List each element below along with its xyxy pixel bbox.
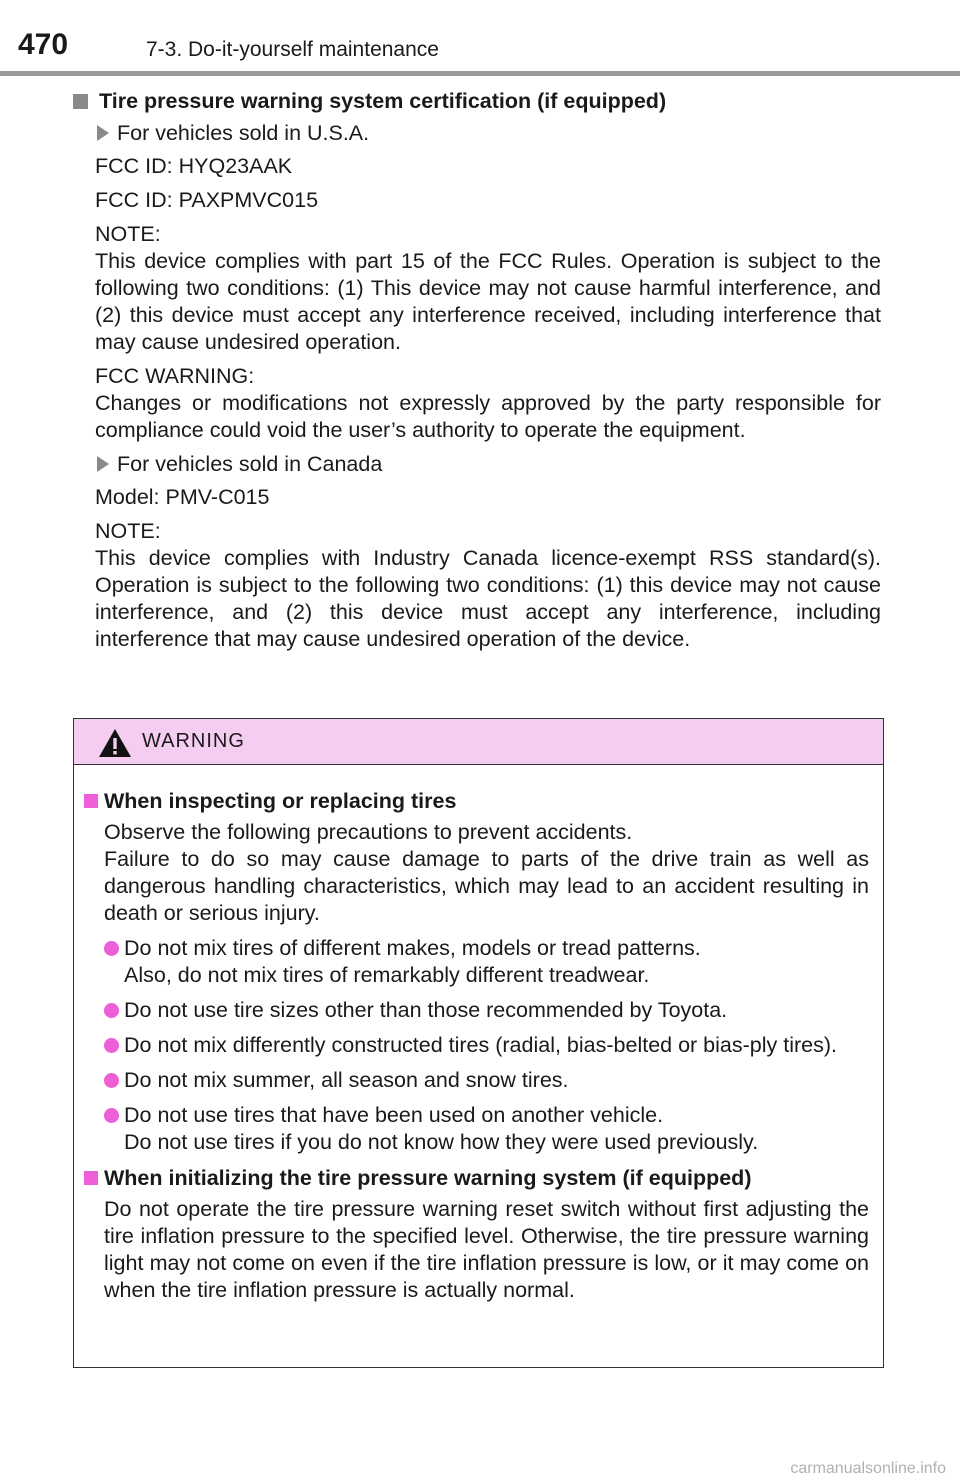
canada-note-text: This device complies with Industry Canada licence-exempt RSS standard(s). Operation is subject to the following two conditions: (1) this device may not cause interference, and (2) this device must accept any interference, including interference that may cause undesired operation of the device. [95, 546, 881, 651]
inspect-heading [84, 787, 869, 815]
bullet-line: Do not use tires if you do not know how they were used previously. [124, 1130, 759, 1154]
inspect-heading-text: When inspecting or replacing tires [104, 789, 457, 813]
header-rule [0, 71, 960, 76]
list-item [104, 1067, 869, 1094]
warning-box [73, 718, 884, 1368]
page-header [0, 0, 960, 80]
bullet-line: Do not use tire sizes other than those recommended by Toyota. [124, 998, 728, 1022]
fcc-warning-title: FCC WARNING: [95, 364, 255, 388]
fcc-id-2: FCC ID: PAXPMVC015 [95, 188, 319, 212]
inspect-intro-2: Failure to do so may cause damage to parts of the drive train as well as dangerous handling characteristics, which may lead to an accident resulting in death or serious injury. [104, 847, 869, 925]
square-bullet-icon [84, 794, 98, 808]
usa-label-text: For vehicles sold in U.S.A. [117, 121, 370, 145]
fcc-id-1: FCC ID: HYQ23AAK [95, 154, 293, 178]
init-body [104, 1196, 869, 1304]
bullet-line: Do not mix summer, all season and snow tires. [124, 1068, 569, 1092]
page-number: 470 [18, 28, 69, 61]
warning-header [74, 719, 883, 765]
warning-triangle-icon [98, 728, 132, 758]
chapter-title: 7-3. Do-it-yourself maintenance [146, 38, 439, 61]
usa-note-title: NOTE: [95, 222, 161, 246]
circle-bullet-icon [104, 1038, 119, 1053]
circle-bullet-icon [104, 1108, 119, 1123]
fcc-warning-text: Changes or modifications not expressly approved by the party responsible for compliance could void the user’s authority to operate the equipment. [95, 391, 881, 442]
warning-body [74, 765, 883, 1304]
warning-label: WARNING [142, 730, 245, 752]
bullet-line: Also, do not mix tires of remarkably different treadwear. [124, 963, 650, 987]
inspect-body [104, 819, 869, 1156]
usa-label [95, 120, 881, 147]
list-item [104, 1032, 869, 1059]
fcc-warning [95, 363, 881, 444]
arrow-right-icon [97, 125, 109, 141]
init-heading-text: When initializing the tire pressure warning system (if equipped) [104, 1166, 752, 1190]
usa-note-text: This device complies with part 15 of the FCC Rules. Operation is subject to the following two conditions: (1) This device may not cause harmful interference, and (2) this device must accept any interference received, including interference that may cause undesired operation. [95, 249, 881, 354]
canada-label [95, 451, 881, 478]
square-bullet-icon [84, 1171, 98, 1185]
arrow-right-icon [97, 456, 109, 472]
canada-note-title: NOTE: [95, 519, 161, 543]
circle-bullet-icon [104, 1003, 119, 1018]
inspect-intro [104, 819, 869, 927]
main-content [73, 86, 881, 660]
circle-bullet-icon [104, 941, 119, 956]
list-item [104, 997, 869, 1024]
canada-model: Model: PMV-C015 [95, 485, 270, 509]
square-bullet-icon [73, 94, 88, 109]
list-item [104, 1102, 869, 1156]
bullet-line: Do not mix differently constructed tires (radial, bias-belted or bias-ply tires). [124, 1033, 837, 1057]
section-heading [73, 86, 881, 116]
section-body [95, 120, 881, 653]
bullet-line: Do not use tires that have been used on another vehicle. [124, 1103, 664, 1127]
init-text: Do not operate the tire pressure warning reset switch without first adjusting the tire inflation pressure to the specified level. Otherwise, the tire pressure warning light may not come on even if the tire inflation pressure is low, or it may come on when the tire inflation pressure is actually normal. [104, 1197, 869, 1302]
canada-note [95, 518, 881, 653]
watermark: carmanualsonline.info [790, 1460, 946, 1477]
section-heading-text: Tire pressure warning system certification (if equipped) [99, 89, 667, 113]
list-item [104, 935, 869, 989]
bullet-line: Do not mix tires of different makes, models or tread patterns. [124, 936, 701, 960]
usa-note [95, 221, 881, 356]
circle-bullet-icon [104, 1073, 119, 1088]
init-heading [84, 1164, 869, 1192]
inspect-intro-1: Observe the following precautions to prevent accidents. [104, 820, 633, 844]
canada-label-text: For vehicles sold in Canada [117, 452, 383, 476]
